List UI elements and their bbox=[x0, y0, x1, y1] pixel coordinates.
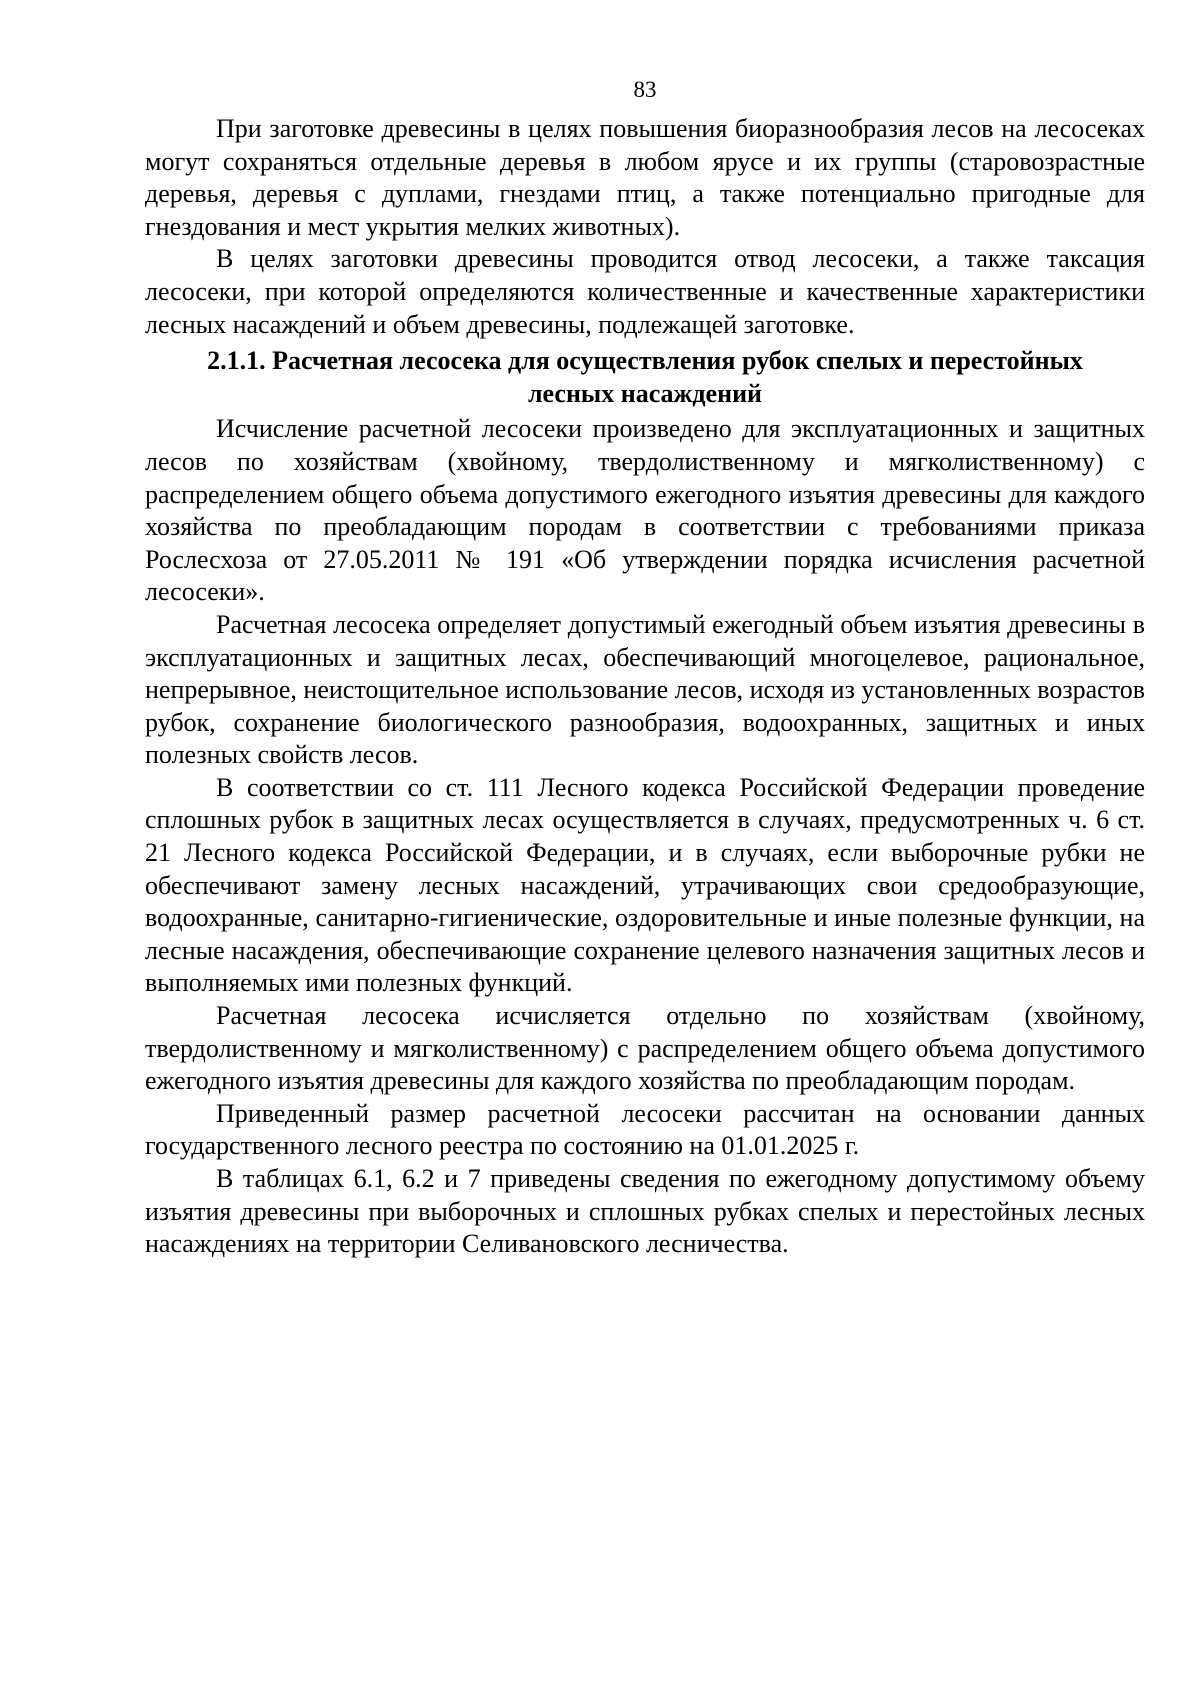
paragraph-allotment: В целях заготовки древесины проводится отвод лесосеки, а также таксация лесосеки, при которой определяются количественные и качественные характеристики лесных насаждений и объем древесины, подлежащей заготовке. bbox=[145, 244, 1145, 339]
paragraph-registry-date: Приведенный размер расчетной лесосеки рассчитан на основании данных государственного лесного реестра по состоянию на 01.01.2025 г. bbox=[145, 1098, 1145, 1161]
paragraph-biodiversity: При заготовке древесины в целях повышения биоразнообразия лесов на лесосеках могут сохраняться отдельные деревья в любом ярусе и их группы (старовозрастные деревья, деревья с дуплами, гнездами птиц, а также потенциально пригодные для гнездования и мест укрытия мелких животных). bbox=[145, 114, 1145, 241]
section-heading: 2.1.1. Расчетная лесосека для осуществления рубок спелых и перестойных лесных насаждений bbox=[207, 346, 1083, 408]
page-number: 83 bbox=[633, 77, 657, 102]
document-body bbox=[145, 113, 1145, 1261]
paragraph-calculation: Исчисление расчетной лесосеки произведено для эксплуатационных и защитных лесов по хозяйствам (хвойному, твердолиственному и мягколиственному) с распределением общего объема допустимого ежегодного изъятия древесины для каждого хозяйства по преобладающим породам в соответствии с требованиями приказа Рослесхоза от 27.05.2011 № 191 «Об утверждении порядка исчисления расчетной лесосеки». bbox=[145, 414, 1145, 607]
paragraph-by-farms: Расчетная лесосека исчисляется отдельно по хозяйствам (хвойному, твердолиственному и мягколиственному) с распределением общего объема допустимого ежегодного изъятия древесины для каждого хозяйства по преобладающим породам. bbox=[145, 1001, 1145, 1096]
paragraph-clear-cutting: В соответствии со ст. 111 Лесного кодекса Российской Федерации проведение сплошных рубок в защитных лесах осуществляется в случаях, предусмотренных ч. 6 ст. 21 Лесного кодекса Российской Федерации, и в случаях, если выборочные рубки не обеспечивают замену лесных насаждений, утрачивающих свои средообразующие, водоохранные, санитарно-гигиенические, оздоровительные и иные полезные функции, на лесные насаждения, обеспечивающие сохранение целевого назначения защитных лесов и выполняемых ими полезных функций. bbox=[145, 772, 1145, 998]
paragraph-definition: Расчетная лесосека определяет допустимый ежегодный объем изъятия древесины в эксплуатационных и защитных лесах, обеспечивающий многоцелевое, рациональное, непрерывное, неистощительное использование лесов, исходя из установленных возрастов рубок, сохранение биологического разнообразия, водоохранных, защитных и иных полезных свойств лесов. bbox=[145, 609, 1145, 770]
paragraph-tables-reference: В таблицах 6.1, 6.2 и 7 приведены сведения по ежегодному допустимому объему изъятия древесины при выборочных и сплошных рубках спелых и перестойных лесных насаждениях на территории Селивановского лесничества. bbox=[145, 1164, 1145, 1259]
